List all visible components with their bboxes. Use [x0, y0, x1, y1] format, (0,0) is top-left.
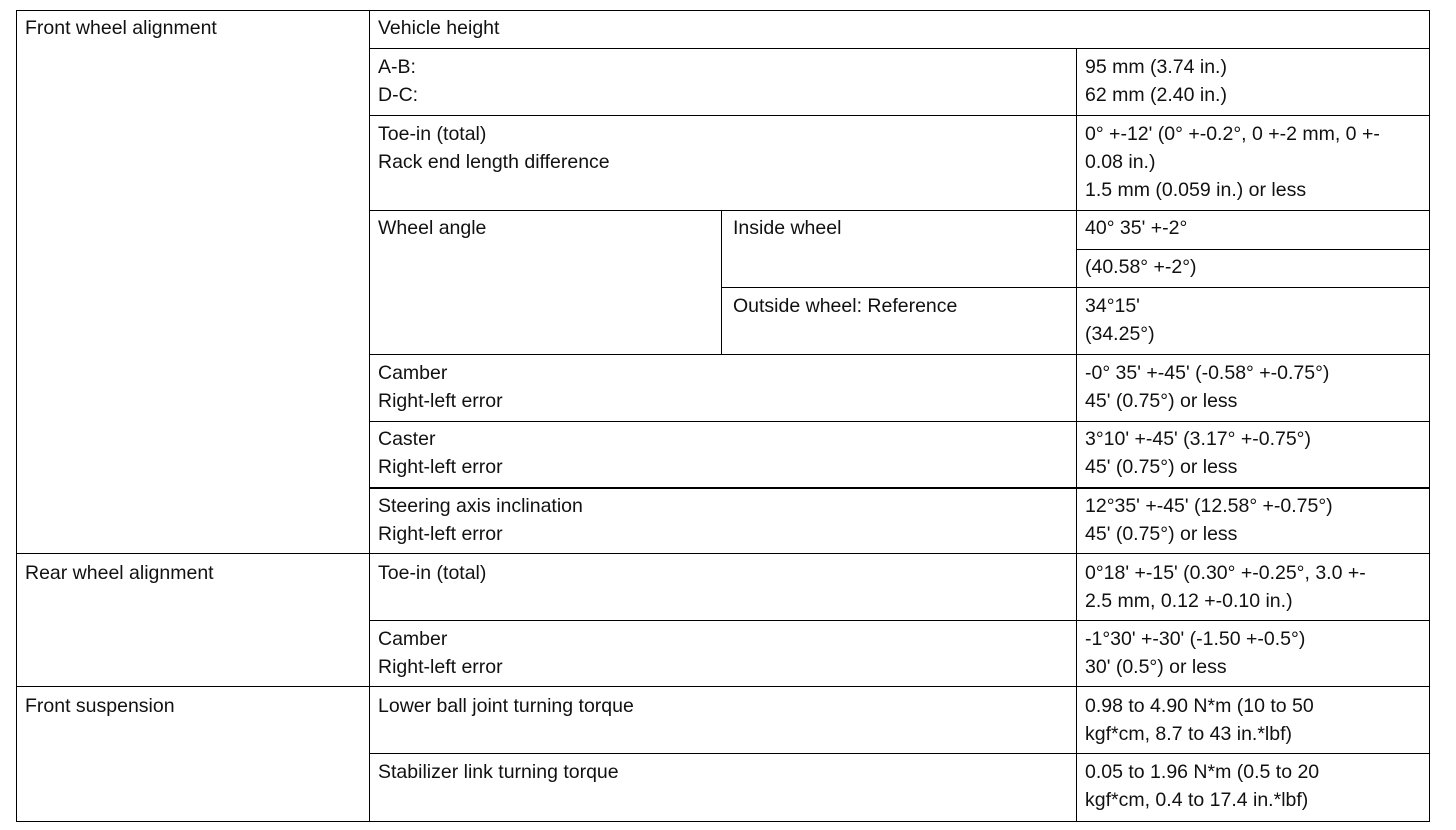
camber-labels: Camber Right-left error: [378, 362, 503, 412]
row-divider: [369, 753, 1430, 754]
height-points-labels: A-B: D-C:: [378, 56, 419, 106]
row-divider: [721, 287, 1430, 288]
section-divider-suspension: [16, 686, 1430, 687]
section-label-rear-wheel-alignment: Rear wheel alignment: [25, 562, 214, 584]
caster-values: 3°10' +-45' (3.17° +-0.75°) 45' (0.75°) or less: [1085, 428, 1311, 478]
outside-wheel-label: Outside wheel: Reference: [733, 295, 958, 317]
stabilizer-torque-label: Stabilizer link turning torque: [378, 761, 619, 783]
row-divider: [369, 354, 1430, 355]
row-divider: [369, 115, 1430, 116]
rear-camber-values: -1°30' +-30' (-1.50 +-0.5°) 30' (0.5°) or less: [1085, 628, 1306, 678]
rear-camber-labels: Camber Right-left error: [378, 628, 503, 678]
rear-toe-in-label: Toe-in (total): [378, 562, 487, 584]
ball-joint-torque-value: 0.98 to 4.90 N*m (10 to 50 kgf*cm, 8.7 to 43 in.*lbf): [1085, 695, 1314, 745]
steering-axis-labels: Steering axis inclination Right-left error: [378, 495, 583, 545]
rear-toe-in-value: 0°18' +-15' (0.30° +-0.25°, 3.0 +- 2.5 mm, 0.12 +-0.10 in.): [1085, 562, 1366, 612]
inside-wheel-value-dec: (40.58° +-2°): [1085, 256, 1197, 278]
row-divider: [1076, 249, 1430, 250]
section-divider-rear: [16, 553, 1430, 554]
outside-wheel-value: 34°15' (34.25°): [1085, 295, 1155, 345]
inside-wheel-value-deg: 40° 35' +-2°: [1085, 217, 1188, 239]
col-separator-2: [721, 210, 722, 354]
vehicle-height-label: Vehicle height: [378, 17, 500, 39]
section-label-front-suspension: Front suspension: [25, 695, 175, 717]
wheel-angle-label: Wheel angle: [378, 217, 487, 239]
camber-values: -0° 35' +-45' (-0.58° +-0.75°) 45' (0.75°) or less: [1085, 362, 1330, 412]
height-points-values: 95 mm (3.74 in.) 62 mm (2.40 in.): [1085, 56, 1227, 106]
ball-joint-torque-label: Lower ball joint turning torque: [378, 695, 634, 717]
inside-wheel-label: Inside wheel: [733, 217, 842, 239]
row-divider: [369, 210, 1430, 211]
row-divider: [369, 421, 1430, 422]
table-border-right: [1429, 10, 1430, 822]
stabilizer-torque-value: 0.05 to 1.96 N*m (0.5 to 20 kgf*cm, 0.4 to 17.4 in.*lbf): [1085, 761, 1320, 811]
row-divider: [369, 48, 1430, 49]
row-divider: [369, 487, 1430, 489]
section-label-front-wheel-alignment: Front wheel alignment: [25, 17, 217, 39]
toe-in-labels: Toe-in (total) Rack end length difference: [378, 123, 610, 173]
toe-in-values: 0° +-12' (0° +-0.2°, 0 +-2 mm, 0 +- 0.08 in.) 1.5 mm (0.059 in.) or less: [1085, 123, 1380, 201]
row-divider: [369, 620, 1430, 621]
caster-labels: Caster Right-left error: [378, 428, 503, 478]
table-border-bottom: [16, 821, 1430, 822]
table-border-top: [16, 10, 1430, 11]
steering-axis-values: 12°35' +-45' (12.58° +-0.75°) 45' (0.75°) or less: [1085, 495, 1333, 545]
